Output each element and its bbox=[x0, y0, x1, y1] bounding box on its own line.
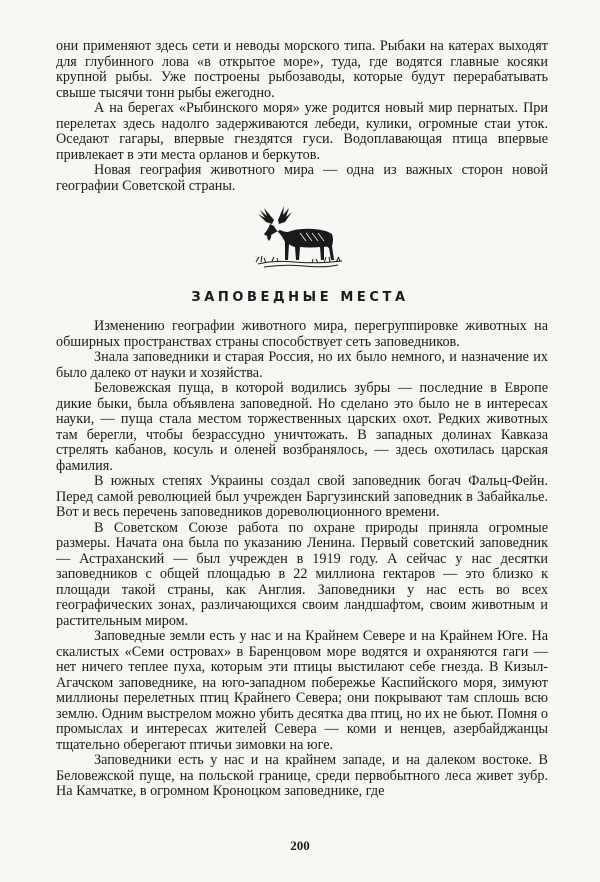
section-text-block bbox=[56, 319, 548, 800]
paragraph: они применяют здесь сети и неводы морского типа. Рыбаки на катерах выходят для глубинного лова «в открытое море», туда, где водятся главные косяки крупной рыбы. Уже построены рыбозаводы, которые будут перерабатывать свыше тысячи тонн рыбы ежегодно. bbox=[56, 38, 548, 101]
page-number: 200 bbox=[290, 838, 310, 853]
paragraph: Заповедники есть у нас и на крайнем западе, и на далеком востоке. В Беловежской пуще, на польской границе, среди первобытного леса живет зубр. На Камчатке, в огромном Кроноцком заповеднике, где bbox=[56, 752, 548, 799]
paragraph: Изменению географии животного мира, перегруппировке животных на обширных пространствах страны способствует сеть заповедников. bbox=[56, 318, 548, 350]
paragraph: Беловежская пуща, в которой водились зубры — последние в Европе дикие быки, была объявлена заповедной. Но сделано это было не в интересах науки, — пуща стала местом торжественных царских охот. Редких животных там берегли, чтобы безрассудно уничтожать. В западных долинах Кавказа стрелять кабанов, косуль и оленей возбранялось, — здесь охотилась царская фамилия. bbox=[56, 380, 548, 474]
moose-icon bbox=[254, 204, 346, 272]
paragraph: В южных степях Украины создал свой заповедник богач Фальц-Фейн. Перед самой революцией был учрежден Баргузинский заповедник в Забайкалье. Вот и весь перечень заповедников дореволюционного времени. bbox=[56, 473, 548, 520]
paragraph: Заповедные земли есть у нас и на Крайнем Севере и на Крайнем Юге. На скалистых «Семи островах» в Баренцовом море водятся и охраняются гаги — нет ничего теплее пуха, которым эти птицы выстилают себе гнезда. В Кизыл-Агачском заповеднике, на юго-западном побережье Каспийского моря, зимуют миллионы перелетных птиц Крайнего Севера; они покрывают там сплошь всю землю. Одним выстрелом можно убить десятка два птиц, но их не бьют. Помня о промыслах и интересах жителей Севера — коми и ненцев, азербайджанцы тщательно оберегают птичьи зимовки на юге. bbox=[56, 628, 548, 753]
paragraph: Новая география животного мира — одна из важных сторон новой географии Советской страны. bbox=[56, 162, 548, 194]
paragraph: А на берегах «Рыбинского моря» уже родится новый мир пернатых. При перелетах здесь надолго задерживаются лебеди, кулики, огромные стаи уток. Оседают гагары, впервые гнездятся гуси. Водоплавающая птица впервые привлекает в эти места орланов и беркутов. bbox=[56, 100, 548, 163]
paragraph: В Советском Союзе работа по охране природы приняла огромные размеры. Начата она была по указанию Ленина. Первый советский заповедник — Астраханский — был учрежден в 1919 году. А сейчас у нас десятки заповедников с общей площадью в 22 миллиона гектаров — это близко к площади такой страны, как Англия. Заповедники у нас есть во всех географических зонах, различающихся своим ландшафтом, своим животным и растительным миром. bbox=[56, 519, 548, 629]
top-text-block bbox=[56, 39, 548, 194]
section-title: ЗАПОВЕДНЫЕ МЕСТА bbox=[191, 290, 409, 305]
paragraph: Знала заповедники и старая Россия, но их было немного, и назначение их было далеко от науки и хозяйства. bbox=[56, 349, 548, 381]
